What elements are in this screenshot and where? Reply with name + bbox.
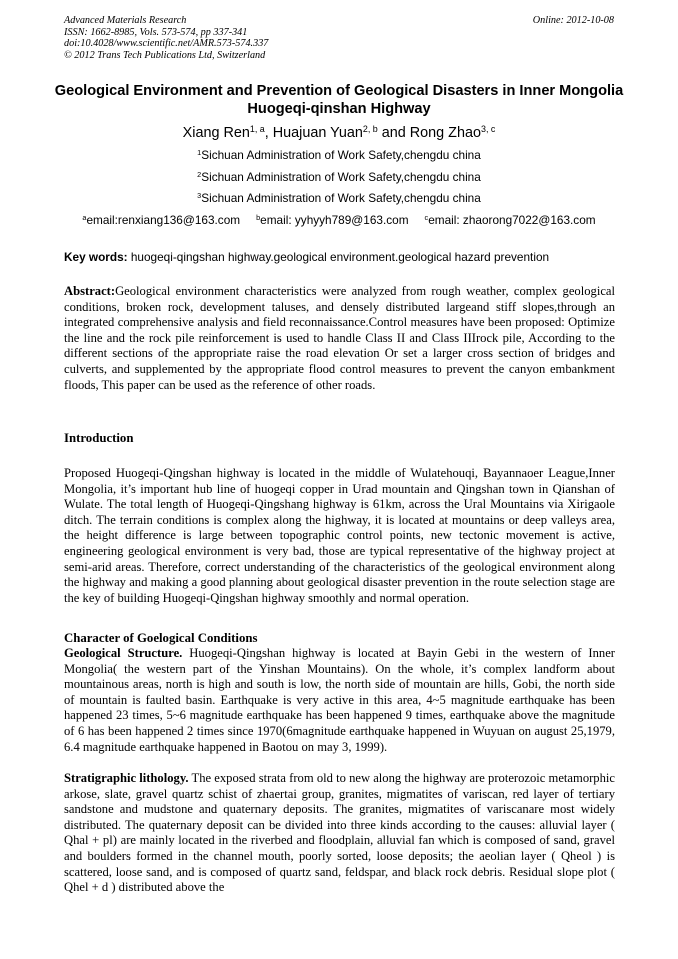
introduction-text: Proposed Huogeqi-Qingshan highway is located in the middle of Wulatehouqi, Bayannaoer League,Inner Mongolia, it’s important hub line of huogeqi copper in Urad mountain and Qingshan town in Qianshan of Wulate. The total length of Huogeqi-Qingshang highway is 61km, across the Ural Mountains via Xirigaole ditch. The terrain conditions is complex along the highway, it is located at mountains or deep valleys area, the height difference is large between topographic control points, new tectonic movement is active, engineering geological environment is very bad, those are typical representative of the highway project at semi-arid areas. Therefore, correct understanding of the characteristics of the geological environment along the highway and making a good planning about geological disaster prevention in the route selection stage are the key of building Huogeqi-Qingshan highway smoothly and normal operation. xyxy=(64,466,615,605)
abstract-label: Abstract: xyxy=(64,284,116,298)
stratigraphic-lithology-paragraph xyxy=(64,771,615,896)
abstract xyxy=(64,284,615,393)
keywords-text: huogeqi-qingshan highway.geological environment.geological hazard prevention xyxy=(127,250,550,264)
affiliation-sup: 3 xyxy=(197,190,202,200)
geological-structure-text: Huogeqi-Qingshan highway is located at Bayin Gebi in the western of Inner Mongolia( the western part of the Yinshan Mountains). On the whole, it’s complex landform about mountainous areas, north is high and south is low, the north side of mountain are hills, Gobi, the north side of mountain is faulted basin. Earthquake is very active in this area, 4~5 magnitude earthquake has been happened 23 times, 5~6 magnitude earthquake has been happened 9 times, earthquake above the magnitude of 6 has been happened 2 times since 1970(6magnitude earthquake happened in Wuyuan on august 25,1979, 6.4 magnitude earthquake happened in Baotou on may 3, 1999). xyxy=(64,646,615,754)
affiliation xyxy=(40,170,638,186)
affiliation-text: Sichuan Administration of Work Safety,chengdu china xyxy=(201,148,481,162)
keywords xyxy=(64,250,616,264)
stratigraphic-lithology-text: The exposed strata from old to new along the highway are proterozoic metamorphic arkose, slate, gravel quartz schist of zhaertai group, granites, migmatites of variscan, red layer of tertiary sandstone and mudstone and quaternary deposits. The granites, migmatites of variscanare most widely distributed. The quaternary deposit can be divided into three kinds according to the causes: alluvial layer ( Qhal + pl) are mainly located in the riverbed and floodplain, alluvial fan which is composed of sand, gravel and boulders formed in the channel mouth, poorly sorted, loose deposits; the aeolian layer ( Qheol ) is scattered, loose sand, and is composed of quartz sand, feldspar, and black rock debris. Residual slope plot ( Qhel + d ) distributed above the xyxy=(64,771,615,895)
email-link[interactable]: email: zhaorong7022@163.com xyxy=(428,213,596,227)
email-sup: c xyxy=(424,212,429,222)
abstract-text: Geological environment characteristics were analyzed from rough weather, complex geological conditions, broken rock, development taluses, and densely distributed largeand stiff slopes,through an integrated comprehensive analysis and field reconnaissance.Control measures have been proposed: Optimize the line and the rock pile reinforcement is used to handle Class II and Class IIIrock pile, According to the different sections of the appropriate raise the road elevation Or set a larger cross section of bridges and culverts, and supplemented by the appropriate flood control measures to prevent the canyon embankment floods, This paper can be used as the reference of other roads. xyxy=(64,284,615,392)
email-sup: b xyxy=(256,212,261,222)
paper-title: Geological Environment and Prevention of Geological Disasters in Inner Mongolia Huogeqi-qinshan Highway xyxy=(54,83,624,117)
author-separator: and xyxy=(377,125,410,141)
author-list xyxy=(40,124,638,143)
geological-structure-paragraph xyxy=(64,646,615,755)
author-sup: 1, a xyxy=(249,124,265,135)
author-name: Huajuan Yuan xyxy=(272,125,363,141)
copyright-line: © 2012 Trans Tech Publications Ltd, Switzerland xyxy=(64,49,266,61)
journal-meta xyxy=(64,15,268,61)
affiliation xyxy=(40,191,638,207)
stratigraphic-lithology-label: Stratigraphic lithology. xyxy=(64,771,189,785)
author-separator: , xyxy=(264,125,273,141)
email-list xyxy=(40,213,638,229)
keywords-label: Key words: xyxy=(64,250,128,264)
affiliation-text: Sichuan Administration of Work Safety,chengdu china xyxy=(201,191,481,205)
journal-name: Advanced Materials Research xyxy=(64,15,187,26)
issn-line: ISSN: 1662-8985, Vols. 573-574, pp 337-341 xyxy=(64,26,248,38)
affiliation-sup: 1 xyxy=(197,147,202,157)
email-link[interactable]: email:renxiang136@163.com xyxy=(86,213,241,227)
affiliation-sup: 2 xyxy=(197,169,202,179)
online-date: Online: 2012-10-08 xyxy=(532,15,614,26)
author-name: Xiang Ren xyxy=(182,125,250,141)
email-link[interactable]: email: yyhyyh789@163.com xyxy=(260,213,409,227)
affiliation-text: Sichuan Administration of Work Safety,chengdu china xyxy=(201,170,481,184)
email-sup: a xyxy=(82,212,87,222)
character-heading: Character of Goelogical Conditions xyxy=(64,631,258,645)
affiliation xyxy=(40,148,638,164)
doi-line: doi:10.4028/www.scientific.net/AMR.573-574.337 xyxy=(64,38,269,50)
introduction-heading: Introduction xyxy=(64,431,134,445)
author-name: Rong Zhao xyxy=(409,125,481,141)
author-sup: 2, b xyxy=(362,124,378,135)
geological-structure-label: Geological Structure. xyxy=(64,646,183,660)
author-sup: 3, c xyxy=(480,124,496,135)
